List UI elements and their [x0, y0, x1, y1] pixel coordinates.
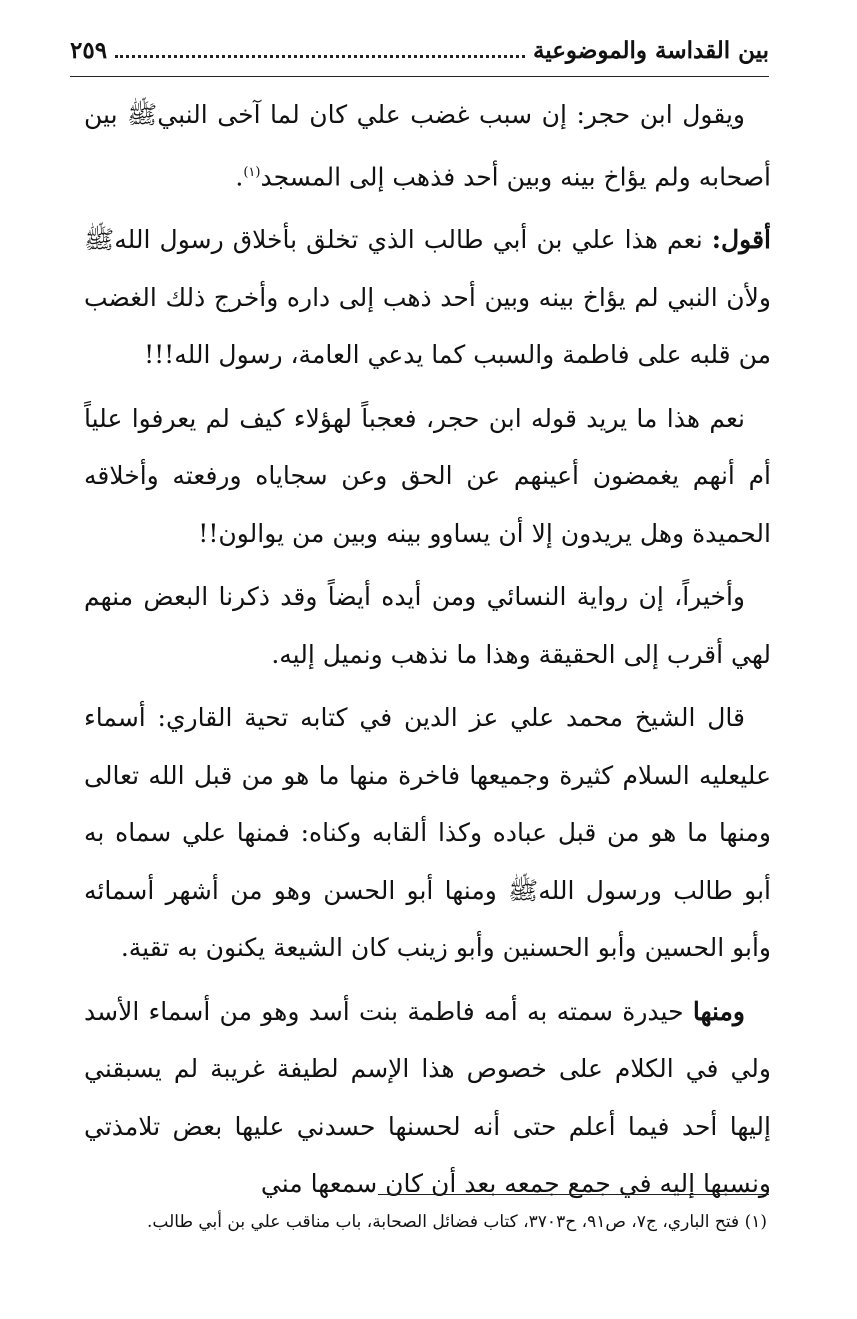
paragraph-4-text: وأخيراً، إن رواية النسائي ومن أيده أيضاً وقد ذكرنا البعض منهم لهي أقرب إلى الحقيقة وهذا ما نذهب ونميل إليه. — [84, 582, 771, 669]
paragraph-3-text: نعم هذا ما يريد قوله ابن حجر، فعجباً لهؤلاء كيف لم يعرفوا علياً أم أنهم يغمضون أعينهم عن الحق وعن سجاياه ورفعته وأخلاقه الحميدة وهل يريدون إلا أن يساوو بينه وبين من يوالون!! — [84, 403, 771, 548]
footnote — [90, 1207, 767, 1237]
footnote-divider — [378, 1194, 769, 1195]
footnote-text: فتح الباري، ج٧، ص٩١، ح٣٧٠٣، كتاب فضائل الصحابة، باب مناقب علي بن أبي طالب. — [146, 1212, 740, 1232]
paragraph-4 — [84, 568, 771, 683]
main-text — [84, 86, 771, 1219]
header-title: بين القداسة والموضوعية — [532, 36, 769, 64]
paragraph-6 — [84, 983, 771, 1213]
paragraph-5 — [84, 689, 771, 977]
paragraph-6-lead: ومنها — [692, 996, 746, 1026]
paragraph-6-text: حيدرة سمته به أمه فاطمة بنت أسد وهو من أسماء الأسد ولي في الكلام على خصوص هذا الإسم لطيفة غريبة لم يسبقني إليها أحد فيما أعلم حتى أنه لحسنها حسدني عليها بعض تلامذتي ونسبها إليه في جمع جمعه بعد أن كان سمعها مني — [84, 996, 771, 1199]
paragraph-2 — [84, 211, 771, 384]
footnote-marker: (١) — [744, 1212, 767, 1232]
paragraph-1-tail: . — [235, 161, 244, 191]
paragraph-2-lead: أقول: — [711, 225, 771, 255]
paragraph-1-text: ويقول ابن حجر: إن سبب غضب علي كان لما آخى النبيﷺ بين أصحابه ولم يؤاخ بينه وبين أحد فذهب إلى المسجد — [84, 100, 771, 191]
footnote-reference: (١) — [243, 164, 261, 180]
header-divider — [70, 76, 769, 77]
running-header — [70, 30, 769, 70]
paragraph-2-text: نعم هذا علي بن أبي طالب الذي تخلق بأخلاق رسول اللهﷺ ولأن النبي لم يؤاخ بينه وبين أحد ذهب إلى داره وأخرج ذلك الغضب من قلبه على فاطمة والسبب كما يدعي العامة، رسول الله!!! — [84, 225, 771, 370]
paragraph-1 — [84, 86, 771, 205]
header-leader-dots — [115, 55, 525, 58]
paragraph-5-text: قال الشيخ محمد علي عز الدين في كتابه تحية القاري: أسماء عليعليه السلام كثيرة وجميعها فاخرة منها ما هو من قبل الله تعالى ومنها ما هو من قبل عباده وكذا ألقابه وكناه: فمنها علي سماه به أبو طالب ورسول اللهﷺ ومنها أبو الحسن وهو من أشهر أسمائه وأبو الحسين وأبو الحسنين وأبو زينب كان الشيعة يكنون به تقية. — [84, 703, 771, 963]
page-number: ٢٥٩ — [70, 36, 108, 64]
paragraph-3 — [84, 390, 771, 563]
